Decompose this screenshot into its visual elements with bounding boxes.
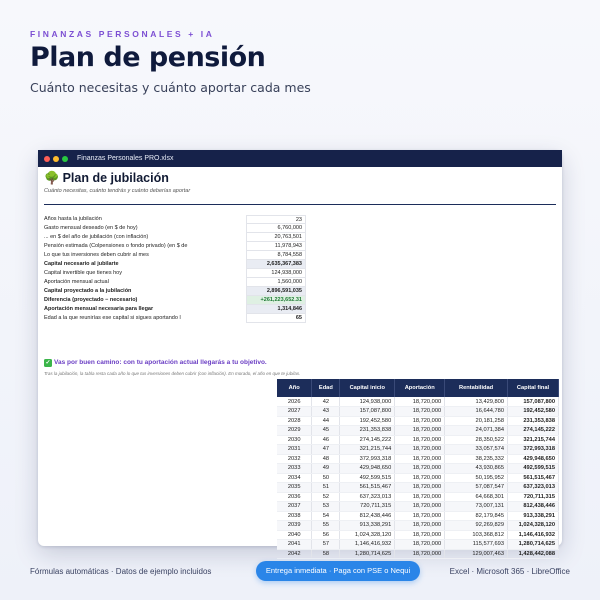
table-cell[interactable]: 103,368,812 [445,530,508,540]
parameter-value-cell[interactable]: 2,635,367,383 [246,260,306,269]
table-cell[interactable]: 28,350,522 [445,435,508,445]
table-cell[interactable]: 48 [312,454,340,464]
parameter-value-cell[interactable]: 1,560,000 [246,278,306,287]
table-cell[interactable]: 2039 [277,521,312,531]
table-cell[interactable]: 2037 [277,502,312,512]
table-cell[interactable]: 192,452,580 [340,416,395,426]
spreadsheet-window [38,150,562,557]
table-cell[interactable]: 18,720,000 [395,445,445,455]
table-cell[interactable]: 637,323,013 [340,492,395,502]
parameter-label: Capital invertible que tienes hoy [44,270,122,276]
sheet-title [44,171,169,186]
table-cell[interactable]: 720,711,315 [508,492,559,502]
table-cell[interactable]: 58 [312,549,340,559]
table-cell[interactable]: 913,338,291 [340,521,395,531]
divider [44,204,556,205]
table-cell[interactable]: 492,599,515 [508,464,559,474]
table-cell[interactable]: 73,007,131 [445,502,508,512]
table-cell[interactable]: 2032 [277,454,312,464]
minimize-window-icon[interactable] [53,156,59,162]
column-header[interactable]: Capital final [508,379,559,397]
table-cell[interactable]: 24,071,384 [445,426,508,436]
parameter-row [42,224,306,233]
table-row [277,492,559,502]
projection-table [277,379,559,559]
table-cell[interactable]: 38,235,332 [445,454,508,464]
brand-label: FINANZAS PERSONALES + IA [30,29,215,39]
table-row [277,445,559,455]
parameter-value-cell[interactable]: 8,784,558 [246,251,306,260]
parameter-label: Capital proyectado a la jubilación [44,288,132,294]
parameter-label: Pensión estimada (Colpensiones o fondo privado) (en $ de [44,243,188,249]
table-cell[interactable]: 18,720,000 [395,416,445,426]
table-cell[interactable]: 561,515,467 [340,483,395,493]
table-cell[interactable]: 50 [312,473,340,483]
table-row [277,502,559,512]
parameter-value-cell[interactable]: 23 [246,215,306,224]
table-cell[interactable]: 124,938,000 [340,397,395,407]
parameter-row [42,296,306,305]
parameter-value-cell[interactable]: 2,896,591,035 [246,287,306,296]
table-row [277,549,559,559]
parameter-label: Lo que tus inversiones deben cubrir al mes [44,252,149,258]
table-row [277,521,559,531]
table-cell[interactable]: 1,146,416,932 [508,530,559,540]
parameter-value-cell[interactable]: 65 [246,314,306,323]
table-cell[interactable]: 2028 [277,416,312,426]
table-row [277,464,559,474]
status-message [44,359,267,367]
table-cell[interactable]: 274,145,222 [340,435,395,445]
page-subtitle: Cuánto necesitas y cuánto aportar cada mes [30,80,311,95]
table-cell[interactable]: 637,323,013 [508,483,559,493]
table-cell[interactable]: 18,720,000 [395,426,445,436]
table-cell[interactable]: 18,720,000 [395,407,445,417]
parameter-row [42,314,306,323]
table-row [277,416,559,426]
table-cell[interactable]: 1,024,328,120 [340,530,395,540]
table-cell[interactable]: 52 [312,492,340,502]
table-cell[interactable]: 2034 [277,473,312,483]
table-header-row [277,379,559,397]
table-cell[interactable]: 429,948,650 [508,454,559,464]
table-cell[interactable]: 18,720,000 [395,502,445,512]
table-cell[interactable]: 57,087,547 [445,483,508,493]
parameter-row [42,233,306,242]
table-cell[interactable]: 49 [312,464,340,474]
table-cell[interactable]: 2042 [277,549,312,559]
check-icon: ✓ [45,360,51,366]
close-window-icon[interactable] [44,156,50,162]
table-cell[interactable]: 720,711,315 [340,502,395,512]
table-cell[interactable]: 1,024,328,120 [508,521,559,531]
table-cell[interactable]: 18,720,000 [395,397,445,407]
column-header[interactable]: Edad [312,379,340,397]
parameter-label: Aportación mensual actual [44,279,109,285]
table-row [277,473,559,483]
parameter-label: Capital necesario al jubilarte [44,261,119,267]
table-cell[interactable]: 44 [312,416,340,426]
parameter-row [42,260,306,269]
table-row [277,435,559,445]
table-cell[interactable]: 812,438,446 [340,511,395,521]
status-text: Vas por buen camino: con tu aportación actual llegarás a tu objetivo. [54,359,267,366]
table-cell[interactable]: 1,280,714,625 [508,540,559,550]
table-cell[interactable]: 2030 [277,435,312,445]
table-cell[interactable]: 18,720,000 [395,540,445,550]
table-cell[interactable]: 2033 [277,464,312,474]
table-cell[interactable]: 115,577,693 [445,540,508,550]
table-cell[interactable]: 18,720,000 [395,483,445,493]
table-cell[interactable]: 2041 [277,540,312,550]
table-cell[interactable]: 2027 [277,407,312,417]
table-cell[interactable]: 129,007,463 [445,549,508,559]
table-cell[interactable]: 231,353,838 [340,426,395,436]
table-cell[interactable]: 56 [312,530,340,540]
table-cell[interactable]: 18,720,000 [395,435,445,445]
table-cell[interactable]: 192,452,580 [508,407,559,417]
window-filename: Finanzas Personales PRO.xlsx [77,155,174,162]
table-cell[interactable]: 561,515,467 [508,473,559,483]
column-header[interactable]: Año [277,379,312,397]
table-cell[interactable]: 274,145,222 [508,426,559,436]
table-cell[interactable]: 321,215,744 [508,435,559,445]
parameter-row [42,278,306,287]
table-cell[interactable]: 53 [312,502,340,512]
table-cell[interactable]: 82,179,845 [445,511,508,521]
column-header[interactable]: Capital inicio [340,379,395,397]
parameter-row [42,305,306,314]
table-row [277,454,559,464]
parameter-row [42,242,306,251]
table-cell[interactable]: 57 [312,540,340,550]
table-cell[interactable]: 2031 [277,445,312,455]
table-cell[interactable]: 913,338,291 [508,511,559,521]
table-cell[interactable]: 18,720,000 [395,464,445,474]
table-cell[interactable]: 64,668,301 [445,492,508,502]
table-cell[interactable]: 372,993,318 [340,454,395,464]
parameter-label: Años hasta la jubilación [44,216,102,222]
table-cell[interactable]: 18,720,000 [395,521,445,531]
table-cell[interactable]: 2040 [277,530,312,540]
table-cell[interactable]: 812,438,446 [508,502,559,512]
parameter-row [42,215,306,224]
footer-features: Fórmulas automáticas · Datos de ejemplo incluidos [30,567,212,576]
parameters-block [42,215,306,323]
table-cell[interactable]: 13,429,800 [445,397,508,407]
footer-compatibility: Excel · Microsoft 365 · LibreOffice [449,567,570,576]
table-cell[interactable]: 18,720,000 [395,492,445,502]
table-cell[interactable]: 42 [312,397,340,407]
table-cell[interactable]: 50,195,952 [445,473,508,483]
table-cell[interactable]: 18,720,000 [395,454,445,464]
table-cell[interactable]: 45 [312,426,340,436]
cta-button[interactable]: Entrega inmediata · Paga con PSE o Nequi [256,561,420,581]
sheet-subtitle: Cuánto necesitas, cuánto tendrás y cuánto deberías aportar [44,188,191,194]
maximize-window-icon[interactable] [62,156,68,162]
parameter-row [42,287,306,296]
tree-icon: 🌳 [44,171,60,185]
table-cell[interactable]: 2036 [277,492,312,502]
table-cell[interactable]: 157,087,800 [340,407,395,417]
table-row [277,407,559,417]
table-row [277,483,559,493]
parameter-label: Aportación mensual necesaria para llegar [44,306,154,312]
table-cell[interactable]: 2029 [277,426,312,436]
parameter-row [42,269,306,278]
parameter-label: Gasto mensual deseado (en $ de hoy) [44,225,138,231]
table-cell[interactable]: 2035 [277,483,312,493]
table-row [277,530,559,540]
sheet-area[interactable] [38,167,562,557]
table-cell[interactable]: 231,353,838 [508,416,559,426]
table-cell[interactable]: 18,720,000 [395,511,445,521]
parameter-label: Diferencia (proyectado − necesario) [44,297,138,303]
parameter-value-cell[interactable]: +261,223,652.31 [246,296,306,305]
table-row [277,397,559,407]
parameter-label: ... en $ del año de jubilación (con inflación) [44,234,149,240]
table-cell[interactable]: 2026 [277,397,312,407]
table-cell[interactable]: 47 [312,445,340,455]
table-cell[interactable]: 321,215,744 [340,445,395,455]
table-cell[interactable]: 157,087,800 [508,397,559,407]
table-cell[interactable]: 16,644,780 [445,407,508,417]
table-row [277,426,559,436]
table-cell[interactable]: 43,930,865 [445,464,508,474]
table-cell[interactable]: 1,146,416,932 [340,540,395,550]
page-title: Plan de pensión [30,42,266,73]
parameter-value-cell[interactable]: 124,938,000 [246,269,306,278]
window-titlebar [38,150,562,167]
table-note: Tras la jubilación, la tabla resta cada año lo que tus inversiones deben cubrir (con inflación). En morado, el año en que te jubilas. [44,371,301,376]
column-header[interactable]: Aportación [395,379,445,397]
table-cell[interactable]: 492,599,515 [340,473,395,483]
sheet-title-text: Plan de jubilación [62,171,169,185]
table-cell[interactable]: 51 [312,483,340,493]
column-header[interactable]: Rentabilidad [445,379,508,397]
table-cell[interactable]: 54 [312,511,340,521]
parameter-value-cell[interactable]: 1,314,846 [246,305,306,314]
table-cell[interactable]: 429,948,650 [340,464,395,474]
table-cell[interactable]: 46 [312,435,340,445]
table-cell[interactable]: 1,280,714,625 [340,549,395,559]
table-cell[interactable]: 43 [312,407,340,417]
table-cell[interactable]: 18,720,000 [395,473,445,483]
parameter-row [42,251,306,260]
parameter-value-cell[interactable]: 20,763,501 [246,233,306,242]
table-cell[interactable]: 55 [312,521,340,531]
table-cell[interactable]: 20,181,258 [445,416,508,426]
table-cell[interactable]: 18,720,000 [395,549,445,559]
table-cell[interactable]: 92,269,829 [445,521,508,531]
parameter-value-cell[interactable]: 6,760,000 [246,224,306,233]
table-row [277,540,559,550]
table-cell[interactable]: 1,428,442,088 [508,549,559,559]
table-cell[interactable]: 2038 [277,511,312,521]
table-cell[interactable]: 18,720,000 [395,530,445,540]
table-row [277,511,559,521]
parameter-label: Edad a la que reunirías ese capital si sigues aportando l [44,315,181,321]
table-cell[interactable]: 372,993,318 [508,445,559,455]
table-cell[interactable]: 33,057,574 [445,445,508,455]
parameter-value-cell[interactable]: 11,978,943 [246,242,306,251]
